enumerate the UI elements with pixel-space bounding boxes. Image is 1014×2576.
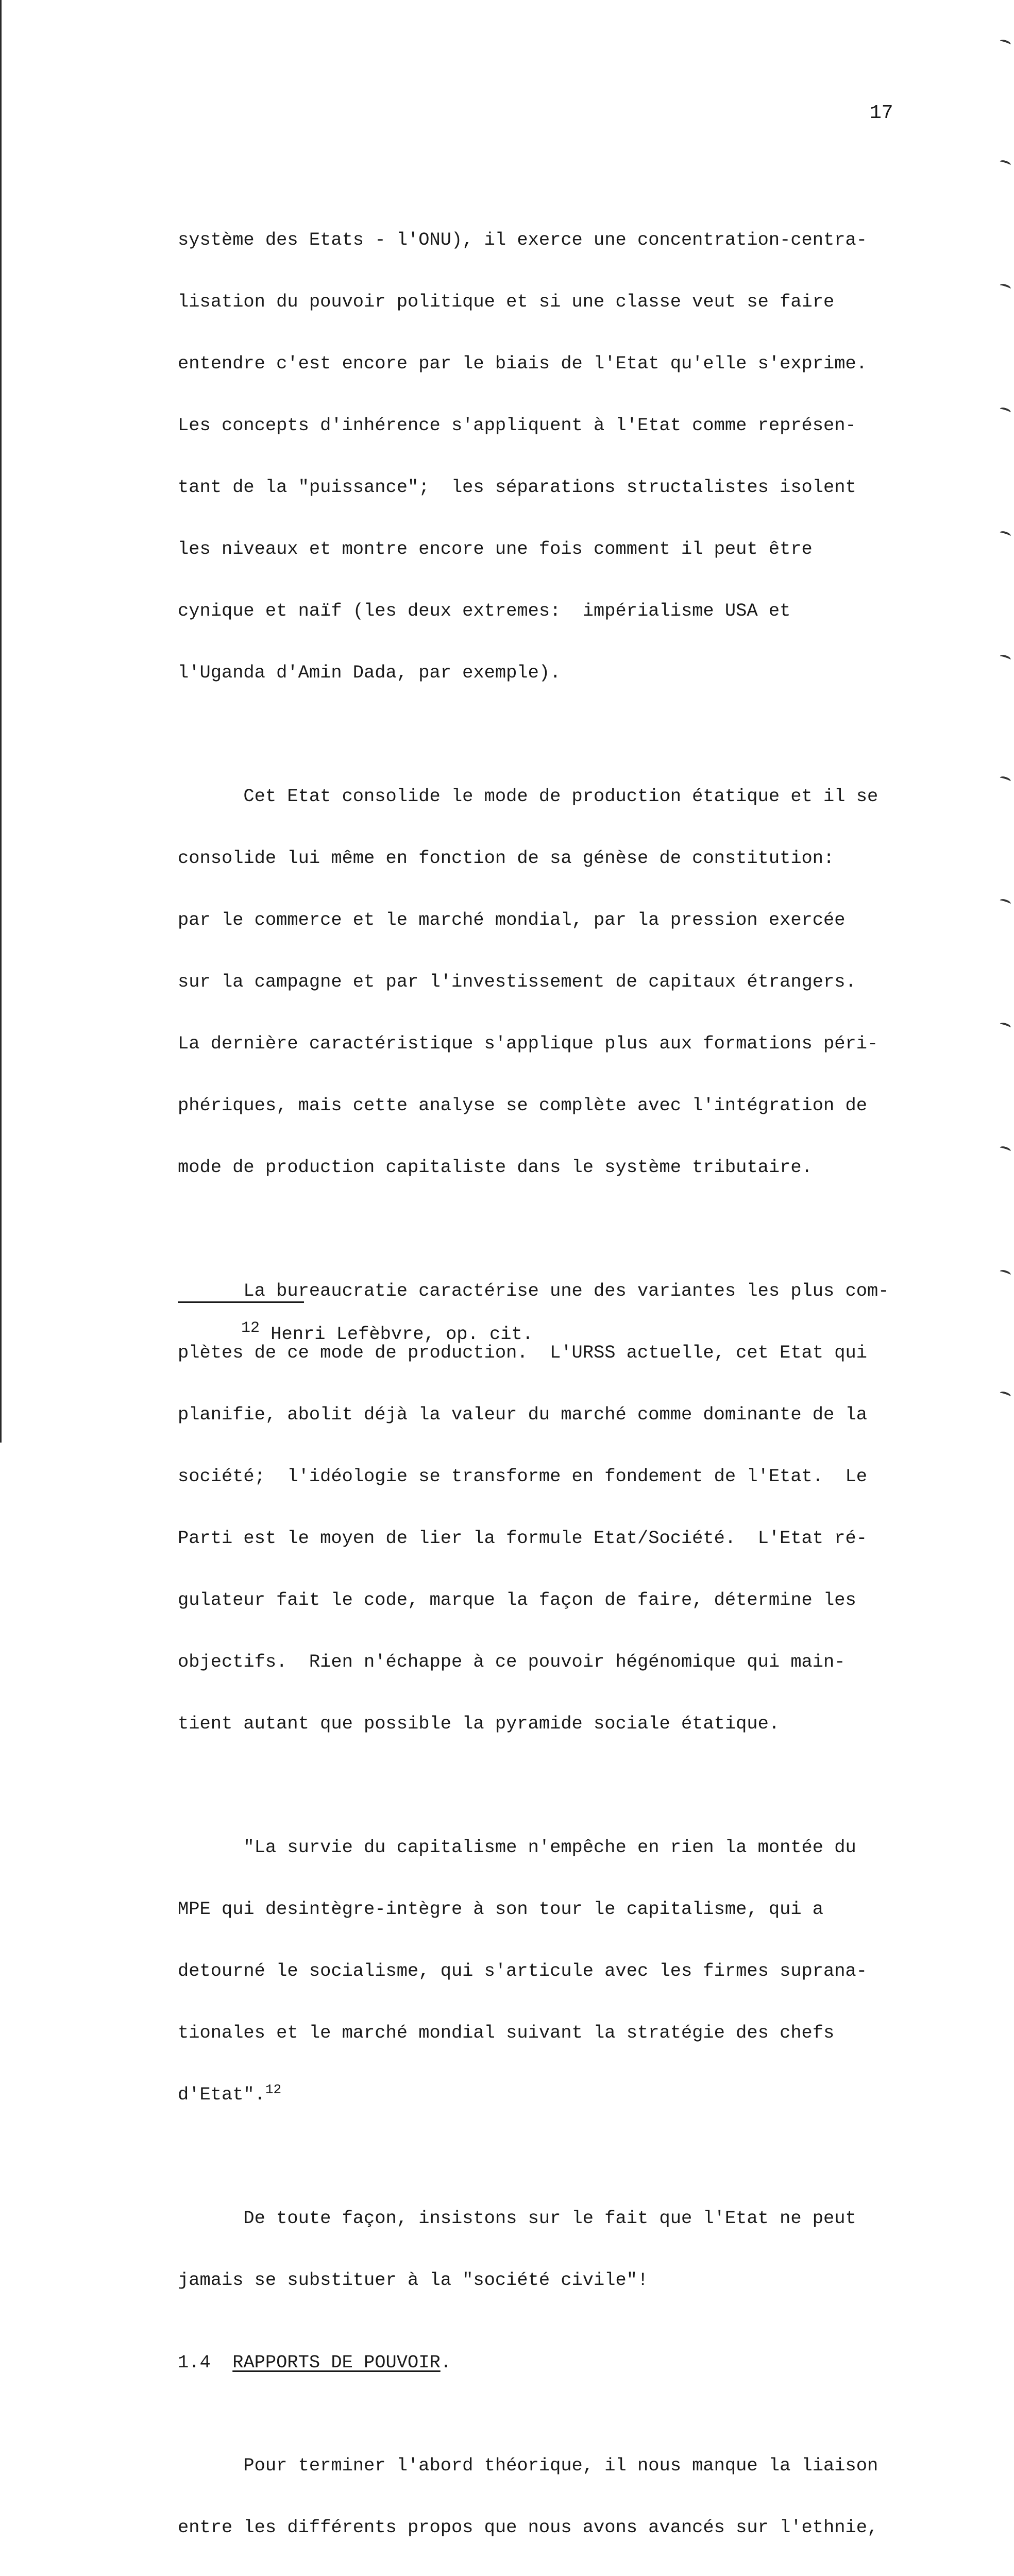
text-line: Pour terminer l'abord théorique, il nous manque la liaison	[178, 2455, 878, 2476]
paragraph-6	[178, 2414, 982, 2576]
text-line: lisation du pouvoir politique et si une classe veut se faire	[178, 292, 835, 312]
footnote-reference[interactable]: 12	[265, 2082, 282, 2097]
margin-mark	[999, 530, 1011, 538]
text-line: "La survie du capitalisme n'empêche en rien la montée du	[178, 1837, 856, 1858]
paragraph-2	[178, 745, 982, 1219]
margin-mark	[999, 654, 1011, 662]
text-line: La dernière caractéristique s'applique plus aux formations péri-	[178, 1033, 878, 1054]
margin-mark	[999, 1145, 1011, 1154]
margin-mark	[999, 39, 1011, 47]
paragraph-quote	[178, 1796, 982, 2146]
margin-mark	[999, 283, 1011, 291]
text-line: gulateur fait le code, marque la façon de faire, détermine les	[178, 1590, 856, 1611]
text-line: société; l'idéologie se transforme en fondement de l'Etat. Le	[178, 1466, 867, 1487]
text-line: les niveaux et montre encore une fois comment il peut être	[178, 539, 813, 560]
paragraph-5	[178, 2167, 982, 2332]
section-heading	[178, 2352, 982, 2373]
text-line: phériques, mais cette analyse se complète avec l'intégration de	[178, 1095, 867, 1116]
margin-mark	[999, 1269, 1011, 1277]
section-number: 1.4	[178, 2352, 211, 2373]
text-line: tant de la "puissance"; les séparations structalistes isolent	[178, 477, 856, 498]
text-line: Les concepts d'inhérence s'appliquent à l'Etat comme représen-	[178, 415, 856, 436]
text-line: mode de production capitaliste dans le système tributaire.	[178, 1157, 813, 1178]
section-title: RAPPORTS DE POUVOIR	[232, 2352, 441, 2373]
body-text	[178, 189, 982, 2576]
text-line: Parti est le moyen de lier la formule Etat/Société. L'Etat ré-	[178, 1528, 867, 1549]
footnote	[241, 1319, 533, 1345]
text-line: système des Etats - l'ONU), il exerce une concentration-centra-	[178, 230, 867, 250]
margin-mark	[999, 406, 1011, 415]
text-line: consolide lui même en fonction de sa génèse de constitution:	[178, 848, 835, 869]
footnote-number: 12	[241, 1319, 260, 1337]
margin-mark	[999, 1391, 1011, 1399]
paragraph-3	[178, 1240, 982, 1775]
page-number: 17	[870, 102, 893, 124]
quote-end-text: d'Etat".	[178, 2084, 265, 2105]
footnote-text: Henri Lefèbvre, op. cit.	[271, 1324, 533, 1345]
text-line: par le commerce et le marché mondial, par la pression exercée	[178, 910, 846, 930]
text-line: plètes de ce mode de production. L'URSS actuelle, cet Etat qui	[178, 1343, 867, 1363]
text-line: tionales et le marché mondial suivant la stratégie des chefs	[178, 2023, 835, 2043]
text-line: cynique et naïf (les deux extremes: impérialisme USA et	[178, 601, 791, 621]
footnote-divider	[178, 1301, 304, 1303]
text-line: De toute façon, insistons sur le fait que l'Etat ne peut	[178, 2208, 856, 2229]
text-line: La bureaucratie caractérise une des variantes les plus com-	[178, 1281, 889, 1301]
margin-mark	[999, 898, 1011, 906]
text-line	[178, 2084, 982, 2105]
margin-mark	[999, 775, 1011, 784]
text-line: entre les différents propos que nous avons avancés sur l'ethnie,	[178, 2517, 878, 2538]
margin-mark	[999, 159, 1011, 167]
text-line: jamais se substituer à la "société civile"!	[178, 2270, 649, 2291]
text-line: l'Uganda d'Amin Dada, par exemple).	[178, 663, 561, 683]
margin-mark	[999, 1022, 1011, 1030]
paragraph-1	[178, 189, 982, 724]
text-line: detourné le socialisme, qui s'articule avec les firmes suprana-	[178, 1961, 867, 1981]
text-line: Cet Etat consolide le mode de production étatique et il se	[178, 786, 878, 807]
text-line: entendre c'est encore par le biais de l'Etat qu'elle s'exprime.	[178, 353, 867, 374]
text-line: planifie, abolit déjà la valeur du marché comme dominante de la	[178, 1404, 867, 1425]
text-line: objectifs. Rien n'échappe à ce pouvoir hégénomique qui main-	[178, 1652, 846, 1672]
text-line: MPE qui desintègre-intègre à son tour le capitalisme, qui a	[178, 1899, 824, 1920]
text-line: sur la campagne et par l'investissement de capitaux étrangers.	[178, 972, 856, 992]
text-line: tient autant que possible la pyramide sociale étatique.	[178, 1714, 780, 1734]
section-title-trail: .	[440, 2352, 451, 2373]
page-edge-shadow	[0, 0, 2, 1443]
